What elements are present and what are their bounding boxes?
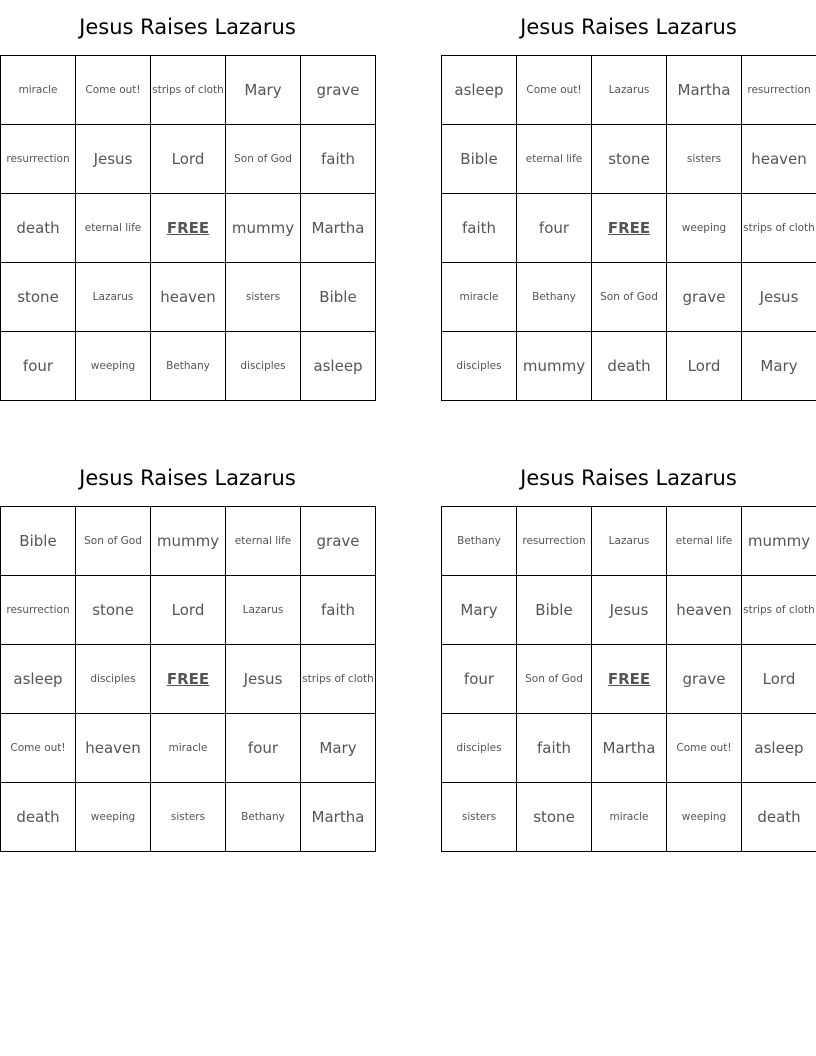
grid-row	[442, 714, 816, 783]
grid-row	[442, 263, 816, 332]
grid-cell: Come out!	[517, 56, 592, 125]
grid-cell: four	[442, 645, 517, 714]
grid-cell: Martha	[301, 783, 376, 852]
grid-cell: resurrection	[517, 507, 592, 576]
grid-row	[442, 645, 816, 714]
grid-cell: strips of cloth	[301, 645, 376, 714]
grid-cell: grave	[301, 507, 376, 576]
grid-cell: grave	[667, 263, 742, 332]
grid-cell: strips of cloth	[151, 56, 226, 125]
grid-cell: miracle	[1, 56, 76, 125]
grid-row	[1, 332, 376, 401]
free-space: FREE	[151, 645, 226, 714]
grid-row	[442, 332, 816, 401]
card-title: Jesus Raises Lazarus	[520, 466, 737, 490]
grid-cell: four	[1, 332, 76, 401]
grid-cell: Mary	[226, 56, 301, 125]
grid-cell: eternal life	[226, 507, 301, 576]
grid-cell: Son of God	[517, 645, 592, 714]
grid-cell: miracle	[151, 714, 226, 783]
grid-row	[1, 507, 376, 576]
bingo-card-2	[441, 0, 816, 401]
grid-cell: Lazarus	[226, 576, 301, 645]
grid-cell: mummy	[742, 507, 816, 576]
grid-cell: Jesus	[592, 576, 667, 645]
grid-cell: Jesus	[76, 125, 151, 194]
grid-cell: strips of cloth	[742, 194, 816, 263]
grid-cell: heaven	[76, 714, 151, 783]
grid-cell: disciples	[226, 332, 301, 401]
grid-cell: faith	[442, 194, 517, 263]
grid-cell: sisters	[442, 783, 517, 852]
grid-cell: grave	[301, 56, 376, 125]
grid-cell: Son of God	[226, 125, 301, 194]
bingo-card-1	[0, 0, 375, 401]
grid-cell: Mary	[442, 576, 517, 645]
grid-cell: disciples	[442, 714, 517, 783]
grid-cell: Bible	[1, 507, 76, 576]
grid-cell: Come out!	[667, 714, 742, 783]
grid-cell: Bethany	[442, 507, 517, 576]
grid-cell: eternal life	[76, 194, 151, 263]
grid-row	[1, 263, 376, 332]
grid-row	[1, 645, 376, 714]
grid-cell: Come out!	[1, 714, 76, 783]
grid-cell: asleep	[742, 714, 816, 783]
grid-cell: death	[592, 332, 667, 401]
grid-cell: Martha	[301, 194, 376, 263]
grid-cell: Lord	[742, 645, 816, 714]
grid-cell: weeping	[667, 194, 742, 263]
grid-cell: strips of cloth	[742, 576, 816, 645]
bingo-grid	[441, 55, 816, 401]
grid-cell: four	[517, 194, 592, 263]
grid-cell: miracle	[442, 263, 517, 332]
grid-cell: eternal life	[517, 125, 592, 194]
bingo-card-4	[441, 451, 816, 852]
grid-cell: eternal life	[667, 507, 742, 576]
grid-cell: stone	[517, 783, 592, 852]
grid-row	[442, 56, 816, 125]
grid-row	[1, 125, 376, 194]
grid-cell: Bethany	[517, 263, 592, 332]
grid-cell: faith	[301, 576, 376, 645]
bingo-grid	[441, 506, 816, 852]
grid-cell: mummy	[151, 507, 226, 576]
grid-row	[442, 194, 816, 263]
bingo-card-3	[0, 451, 375, 852]
grid-cell: Lazarus	[592, 507, 667, 576]
grid-cell: death	[1, 194, 76, 263]
grid-row	[442, 125, 816, 194]
grid-cell: Son of God	[592, 263, 667, 332]
grid-cell: resurrection	[1, 125, 76, 194]
grid-row	[442, 507, 816, 576]
grid-cell: Mary	[301, 714, 376, 783]
grid-cell: miracle	[592, 783, 667, 852]
grid-row	[1, 576, 376, 645]
grid-cell: heaven	[151, 263, 226, 332]
grid-cell: Come out!	[76, 56, 151, 125]
grid-cell: Martha	[592, 714, 667, 783]
bingo-grid	[0, 55, 376, 401]
grid-cell: grave	[667, 645, 742, 714]
grid-cell: Lazarus	[76, 263, 151, 332]
grid-cell: sisters	[151, 783, 226, 852]
grid-row	[1, 56, 376, 125]
grid-cell: Jesus	[226, 645, 301, 714]
free-space: FREE	[151, 194, 226, 263]
grid-cell: Mary	[742, 332, 816, 401]
grid-row	[1, 714, 376, 783]
grid-cell: disciples	[442, 332, 517, 401]
grid-cell: disciples	[76, 645, 151, 714]
grid-cell: death	[1, 783, 76, 852]
grid-cell: Lazarus	[592, 56, 667, 125]
grid-cell: Lord	[151, 576, 226, 645]
grid-cell: asleep	[301, 332, 376, 401]
grid-cell: sisters	[226, 263, 301, 332]
grid-cell: Son of God	[76, 507, 151, 576]
grid-cell: mummy	[226, 194, 301, 263]
grid-cell: stone	[1, 263, 76, 332]
grid-cell: Jesus	[742, 263, 816, 332]
grid-cell: faith	[517, 714, 592, 783]
grid-cell: Bible	[442, 125, 517, 194]
grid-cell: Martha	[667, 56, 742, 125]
grid-cell: sisters	[667, 125, 742, 194]
grid-cell: faith	[301, 125, 376, 194]
card-title: Jesus Raises Lazarus	[79, 466, 296, 490]
free-space: FREE	[592, 194, 667, 263]
grid-row	[442, 576, 816, 645]
grid-row	[1, 194, 376, 263]
bingo-grid	[0, 506, 376, 852]
grid-cell: Lord	[151, 125, 226, 194]
card-title: Jesus Raises Lazarus	[79, 15, 296, 39]
grid-cell: weeping	[76, 332, 151, 401]
grid-cell: resurrection	[1, 576, 76, 645]
grid-cell: asleep	[1, 645, 76, 714]
grid-row	[1, 783, 376, 852]
grid-cell: heaven	[667, 576, 742, 645]
grid-row	[442, 783, 816, 852]
grid-cell: Bible	[517, 576, 592, 645]
grid-cell: death	[742, 783, 816, 852]
grid-cell: weeping	[76, 783, 151, 852]
grid-cell: stone	[76, 576, 151, 645]
grid-cell: resurrection	[742, 56, 816, 125]
grid-cell: mummy	[517, 332, 592, 401]
grid-cell: Bethany	[151, 332, 226, 401]
grid-cell: asleep	[442, 56, 517, 125]
grid-cell: Bible	[301, 263, 376, 332]
free-space: FREE	[592, 645, 667, 714]
grid-cell: stone	[592, 125, 667, 194]
grid-cell: Lord	[667, 332, 742, 401]
grid-cell: weeping	[667, 783, 742, 852]
grid-cell: four	[226, 714, 301, 783]
card-title: Jesus Raises Lazarus	[520, 15, 737, 39]
grid-cell: Bethany	[226, 783, 301, 852]
grid-cell: heaven	[742, 125, 816, 194]
